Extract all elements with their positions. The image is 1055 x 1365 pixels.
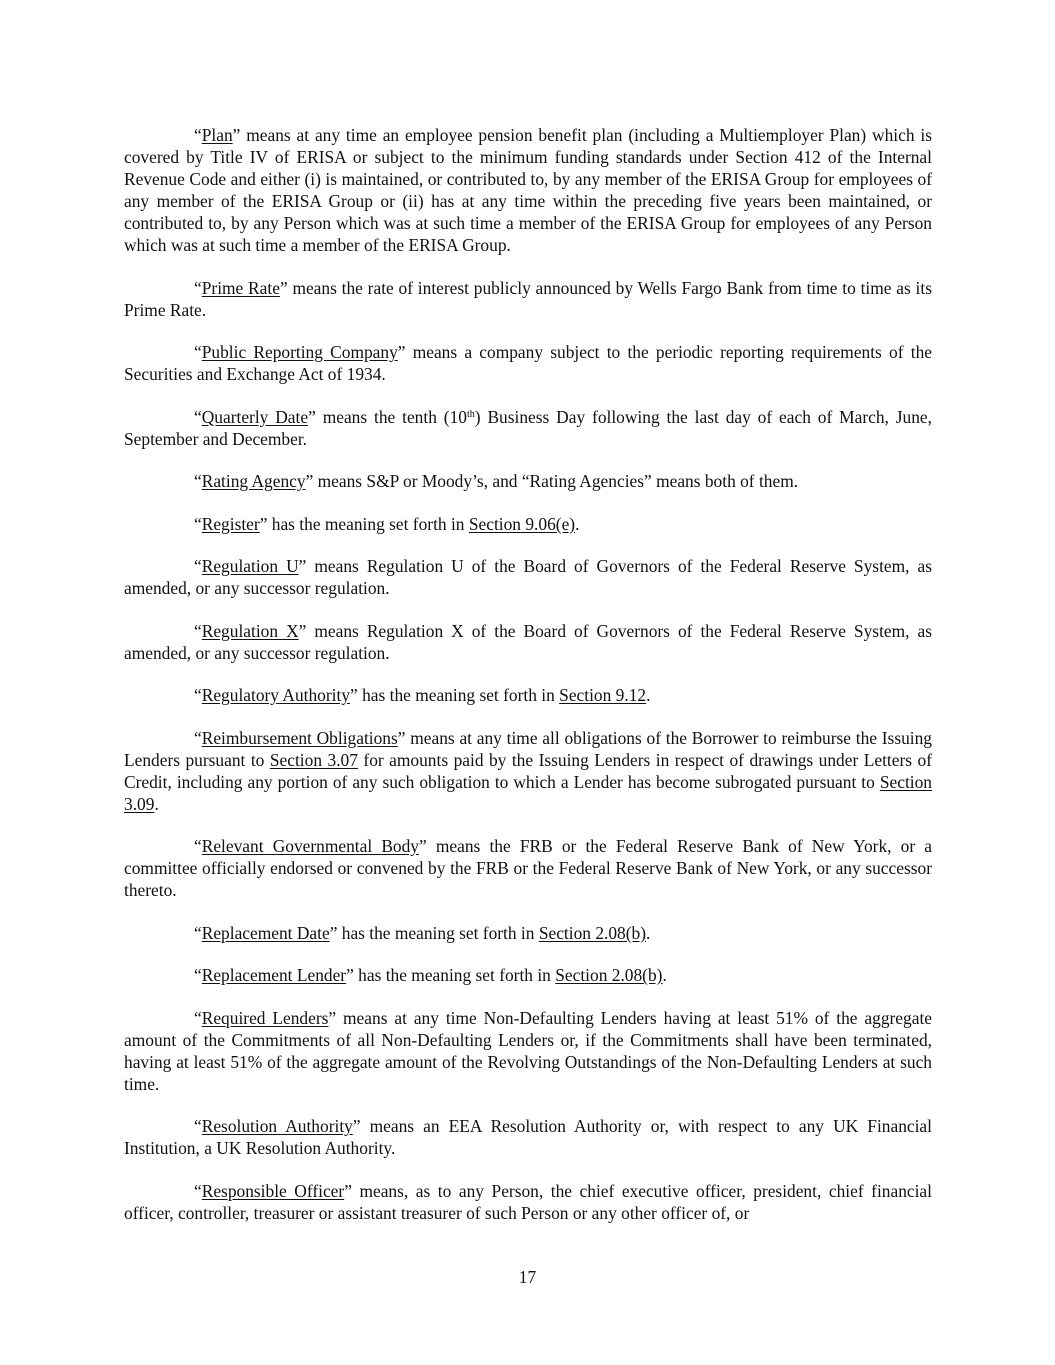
definition-text: ” means the rate of interest publicly announced by Wells Fargo Bank from time to time as its Prime Rate. bbox=[124, 277, 932, 320]
term-replacement-lender: Replacement Lender bbox=[201, 965, 347, 985]
definition-regulation-x: “Regulation X” means Regulation X of the Board of Governors of the Federal Reserve System, as amended, or any successor regulation. bbox=[124, 620, 932, 663]
definition-text: ” means Regulation U of the Board of Governors of the Federal Reserve System, as amended, or any successor regulation. bbox=[124, 556, 932, 598]
term-reimbursement-obligations: Reimbursement Obligations bbox=[201, 727, 398, 748]
term-plan: Plan bbox=[201, 125, 233, 145]
definition-text: ” has the meaning set forth in bbox=[350, 685, 560, 705]
term-required-lenders: Required Lenders bbox=[201, 1007, 329, 1028]
definition-text: for amounts paid by the Issuing Lenders in respect of drawings under Letters of Credit, including any portion of any such obligation to which a Lender has become subrogated pursuant to bbox=[124, 749, 932, 792]
definition-text: ” means S&P or Moody’s, and “Rating Agencies” means both of them. bbox=[305, 471, 799, 491]
term-relevant-governmental-body: Relevant Governmental Body bbox=[201, 836, 419, 856]
definition-text: ” means the tenth (10 bbox=[308, 406, 467, 427]
term-regulation-x: Regulation X bbox=[201, 620, 299, 641]
definition-replacement-date: “Replacement Date” has the meaning set forth in Section 2.08(b). bbox=[194, 922, 651, 943]
definition-text: ” means at any time an employee pension benefit plan (including a Multiemployer Plan) which is covered by Title IV of ERISA or subject to the minimum funding standards under Section 412 of the Internal Revenue Code and either (i) is maintained, or contributed to, by any member of the ERISA Group for employees of any member of the ERISA Group or (ii) has at any time within the preceding five years been maintained, or contributed to, by any Person which was at such time a member of the ERISA Group for employees of any Person which was at such time a member of the ERISA Group. bbox=[124, 125, 932, 255]
definition-text: ” has the meaning set forth in bbox=[329, 922, 539, 943]
document-page bbox=[124, 124, 932, 1244]
definition-text: ” means Regulation X of the Board of Governors of the Federal Reserve System, as amended, or any successor regulation. bbox=[124, 620, 932, 663]
superscript-th: th bbox=[466, 408, 475, 420]
definition-reimbursement-obligations: “Reimbursement Obligations” means at any time all obligations of the Borrower to reimburse the Issuing Lenders pursuant to Section 3.07 for amounts paid by the Issuing Lenders in respect of drawings under Letters of Credit, including any portion of any such obligation to which a Lender has become subrogated pursuant to Section 3.09. bbox=[124, 727, 932, 814]
definition-regulatory-authority: “Regulatory Authority” has the meaning set forth in Section 9.12. bbox=[194, 685, 651, 705]
period: . bbox=[575, 513, 580, 534]
section-reference: Section 2.08(b) bbox=[538, 922, 647, 943]
term-quarterly-date: Quarterly Date bbox=[201, 406, 309, 427]
definition-text: ” has the meaning set forth in bbox=[259, 513, 469, 534]
definition-replacement-lender: “Replacement Lender” has the meaning set forth in Section 2.08(b). bbox=[194, 965, 667, 985]
definition-text: ” has the meaning set forth in bbox=[346, 965, 556, 985]
term-prime-rate: Prime Rate bbox=[201, 277, 280, 298]
period: . bbox=[646, 685, 651, 705]
term-register: Register bbox=[201, 513, 260, 534]
section-reference: Section 9.06(e) bbox=[468, 513, 576, 534]
term-public-reporting-company: Public Reporting Company bbox=[201, 342, 398, 362]
section-reference: Section 2.08(b) bbox=[555, 965, 663, 985]
section-reference: Section 3.07 bbox=[269, 749, 358, 770]
definition-rating-agency: “Rating Agency” means S&P or Moody’s, and “Rating Agencies” means both of them. bbox=[194, 471, 799, 491]
term-rating-agency: Rating Agency bbox=[201, 471, 306, 491]
section-reference: Section 3.09 bbox=[124, 771, 932, 814]
definition-relevant-governmental-body: “Relevant Governmental Body” means the FRB or the Federal Reserve Bank of New York, or a committee officially endorsed or convened by the FRB or the Federal Reserve Bank of New York, or any successor thereto. bbox=[124, 836, 932, 900]
definition-register: “Register” has the meaning set forth in Section 9.06(e). bbox=[194, 513, 580, 534]
definition-required-lenders: “Required Lenders” means at any time Non-Defaulting Lenders having at least 51% of the aggregate amount of the Commitments of all Non-Defaulting Lenders or, if the Commitments shall have been terminated, having at least 51% of the aggregate amount of the Revolving Outstandings of the Non-Defaulting Lenders at such time. bbox=[124, 1007, 932, 1094]
definition-text: ” means an EEA Resolution Authority or, with respect to any UK Financial Institution, a UK Resolution Authority. bbox=[124, 1116, 932, 1158]
term-resolution-authority: Resolution Authority bbox=[201, 1116, 353, 1136]
definition-public-reporting-company: “Public Reporting Company” means a company subject to the periodic reporting requirements of the Securities and Exchange Act of 1934. bbox=[124, 342, 932, 384]
definition-plan: “Plan” means at any time an employee pension benefit plan (including a Multiemployer Plan) which is covered by Title IV of ERISA or subject to the minimum funding standards under Section 412 of the Internal Revenue Code and either (i) is maintained, or contributed to, by any member of the ERISA Group for employees of any member of the ERISA Group or (ii) has at any time within the preceding five years been maintained, or contributed to, by any Person which was at such time a member of the ERISA Group for employees of any Person which was at such time a member of the ERISA Group. bbox=[124, 125, 932, 255]
definition-resolution-authority: “Resolution Authority” means an EEA Resolution Authority or, with respect to any UK Financial Institution, a UK Resolution Authority. bbox=[124, 1116, 932, 1158]
definition-text: ) Business Day following the last day of each of March, June, September and December. bbox=[124, 406, 933, 449]
term-replacement-date: Replacement Date bbox=[201, 922, 330, 943]
definition-quarterly-date: “Quarterly Date” means the tenth (10th) Business Day following the last day of each of March, June, September and December. bbox=[124, 406, 933, 449]
definition-text: ” means at any time Non-Defaulting Lenders having at least 51% of the aggregate amount of the Commitments of all Non-Defaulting Lenders or, if the Commitments shall have been terminated, having at least 51% of the aggregate amount of the Revolving Outstandings of the Non-Defaulting Lenders at such time. bbox=[124, 1007, 932, 1094]
definition-text: ” means at any time all obligations of the Borrower to reimburse the Issuing Lenders pursuant to bbox=[124, 727, 932, 770]
term-regulation-u: Regulation U bbox=[201, 556, 299, 576]
definition-text: ” means a company subject to the periodic reporting requirements of the Securities and Exchange Act of 1934. bbox=[124, 342, 932, 384]
section-reference: Section 9.12 bbox=[559, 685, 647, 705]
term-regulatory-authority: Regulatory Authority bbox=[201, 685, 351, 705]
definition-text: ” means, as to any Person, the chief executive officer, president, chief financial officer, controller, treasurer or assistant treasurer of such Person or any other officer of, or bbox=[124, 1180, 932, 1223]
period: . bbox=[662, 965, 667, 985]
period: . bbox=[646, 922, 651, 943]
period: . bbox=[154, 793, 159, 814]
definition-prime-rate: “Prime Rate” means the rate of interest publicly announced by Wells Fargo Bank from time to time as its Prime Rate. bbox=[124, 277, 932, 320]
term-responsible-officer: Responsible Officer bbox=[201, 1180, 345, 1201]
page-number: 17 bbox=[518, 1267, 537, 1287]
definition-text: ” means the FRB or the Federal Reserve Bank of New York, or a committee officially endorsed or convened by the FRB or the Federal Reserve Bank of New York, or any successor thereto. bbox=[124, 836, 932, 900]
definition-regulation-u: “Regulation U” means Regulation U of the Board of Governors of the Federal Reserve System, as amended, or any successor regulation. bbox=[124, 556, 932, 598]
definition-responsible-officer: “Responsible Officer” means, as to any Person, the chief executive officer, president, chief financial officer, controller, treasurer or assistant treasurer of such Person or any other officer of, or bbox=[124, 1180, 932, 1223]
